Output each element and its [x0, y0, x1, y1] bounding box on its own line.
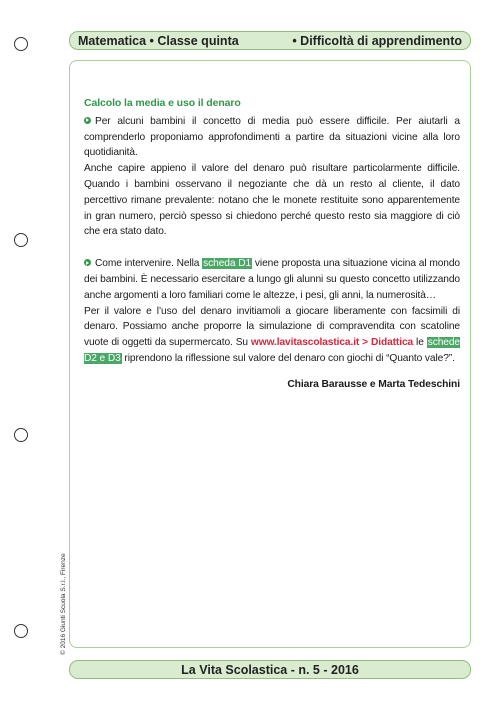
scheda-d1-highlight: scheda D1: [203, 258, 252, 270]
paragraph-1: Per alcuni bambini il concetto di media può essere difficile. Per aiutarli a comprenderlo proponiamo approfondimenti a partire da situazioni vicine alla loro quotidianità.: [84, 115, 460, 159]
article: [84, 96, 460, 393]
page-footer: [69, 660, 471, 679]
footer-issue: La Vita Scolastica - n. 5 - 2016: [181, 662, 359, 677]
page-header: [69, 31, 471, 50]
paragraph-2: Anche capire appieno il valore del denaro può risultare particolarmente difficile. Quando i bambini osservano il negoziante che dà un resto al cliente, il dato percettivo rimane prevalente: notano che le monete restituite sono apparentemente in gran numero, perciò spesso si chiedono perché questo resto sia maggiore di ciò che era stato dato.: [84, 163, 460, 238]
article-author: Chiara Barausse e Marta Tedeschini: [287, 378, 460, 390]
schede-d2-d3-highlight: schede D2 e D3: [84, 337, 460, 364]
header-subject: Matematica • Classe quinta: [78, 33, 239, 48]
article-title: Calcolo la media e uso il denaro: [84, 97, 241, 109]
website-link[interactable]: www.lavitascolastica.it > Didattica: [250, 337, 414, 349]
binder-hole-3: [14, 428, 28, 442]
binder-hole-2: [14, 233, 28, 247]
header-topic: • Difficoltà di apprendimento: [292, 33, 462, 48]
binder-hole-4: [14, 624, 28, 638]
paragraph-3: Come intervenire. Nella scheda D1 viene proposta una situazione vicina al mondo dei bambini. È necessario esercitare a lungo gli alunni su questo concetto utilizzando anche argomenti a loro familiari come le altezze, i pesi, gli anni, la numerosità…: [84, 258, 460, 301]
copyright-notice: © 2016 Giunti Scuola S.r.l., Firenze: [60, 553, 67, 655]
paragraph-4: Per il valore e l’uso del denaro invitiamoli a giocare liberamente con facsimili di denaro. Possiamo anche proporre la simulazione di compravendita con scatoline vuote di oggetti da supermercato. Su www.lavitascolastica.it > Didattica le schede D2 e D3 riprendono la riflessione sul valore del denaro con giochi di “Quanto vale?”.: [84, 305, 460, 364]
binder-hole-1: [14, 37, 28, 51]
arrow-bullet-icon: [84, 117, 91, 124]
arrow-bullet-icon: [84, 259, 91, 266]
